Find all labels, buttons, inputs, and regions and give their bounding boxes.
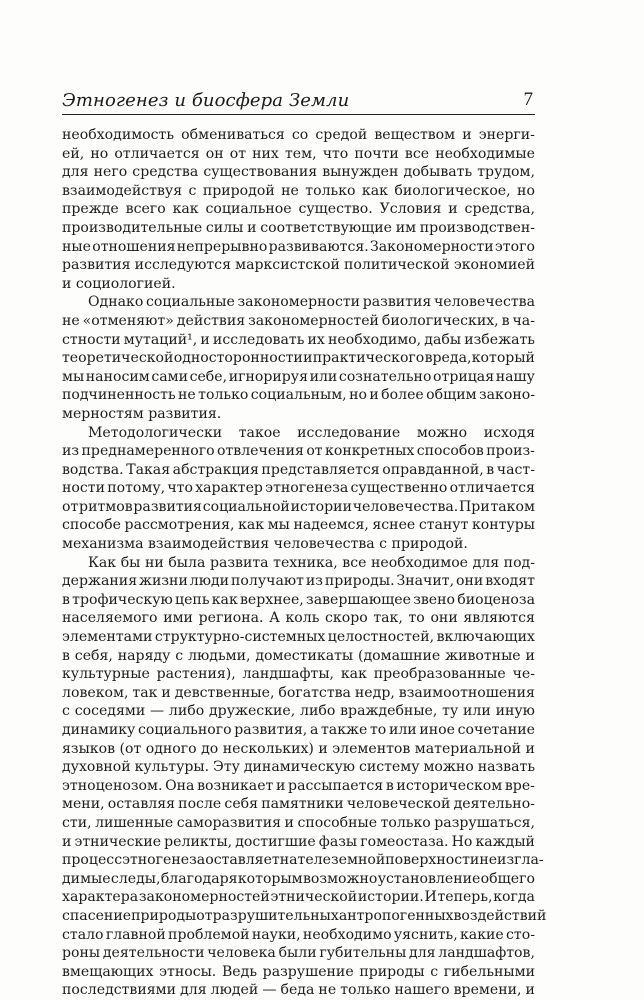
text-line: культурные растения), ландшафты, как преобразованные че-	[62, 666, 535, 683]
text-line: ности потому, что характер этногенеза существенно отличается	[62, 480, 535, 497]
text-line: димые следы, благодаря которым возможно установление общего	[62, 870, 535, 887]
text-line: ей, но отличается он от них тем, что почти все необходимые	[62, 145, 535, 162]
text-line: мы наносим сами себе, игнорируя или сознательно отрицая нашу	[62, 368, 535, 385]
text-line: сти, лишенные саморазвития и способные только разрушаться,	[62, 814, 535, 831]
text-line: ные отношения непрерывно развиваются. Закономерности этого	[62, 238, 535, 255]
text-line: и социологией.	[62, 275, 176, 292]
text-line: спасение природы от разрушительных антропогенных воздействий	[62, 907, 547, 924]
text-line: прежде всего как социальное существо. Условия и средства,	[62, 201, 535, 218]
text-line: для него средства существования вынужден добывать трудом,	[62, 164, 535, 181]
running-header	[62, 88, 535, 115]
text-line: этноценозом. Она возникает и рассыпается в историческом вре-	[62, 777, 535, 794]
text-line: процесс этногенеза оставляет на теле земной поверхности неизгла-	[62, 852, 544, 869]
text-line: ловеком, так и девственные, богатства недр, взаимоотношения	[62, 684, 535, 701]
body-text	[62, 126, 547, 1000]
text-line: развития исследуются марксистской политической экономией	[62, 257, 535, 274]
text-line: роны деятельности человека были губительны для ландшафтов,	[62, 945, 535, 962]
text-line: подчиненность не только социальным, но и более общим законо-	[62, 387, 535, 404]
text-line: языков (от одного до нескольких) и элементов материальной и	[62, 740, 535, 757]
text-line: взаимодействуя с природой не только как биологическое, но	[62, 182, 535, 199]
text-line: Методологически такое исследование можно исходя	[88, 424, 535, 441]
text-line: держания жизни люди получают из природы. Значит, они входят	[62, 573, 535, 590]
text-line: населяемого ими региона. А коль скоро так, то они являются	[62, 610, 535, 627]
text-line: с соседями — либо дружеские, либо враждебные, ту или иную	[62, 703, 535, 720]
text-line: элементами структурно-системных целостностей, включающих	[62, 629, 535, 646]
text-line: вмещающих этносы. Ведь разрушение природы с гибельными	[62, 963, 535, 980]
text-line: мени, оставляя после себя памятники человеческой деятельно-	[62, 796, 535, 813]
text-line: способе рассмотрения, как мы надеемся, яснее станут контуры	[62, 517, 535, 534]
page-number: 7	[523, 89, 533, 110]
text-line: стности мутаций¹, и исследовать их необходимо, дабы избежать	[62, 331, 535, 348]
text-line: от ритмов развития социальной истории человечества. При таком	[62, 498, 535, 515]
text-line: духовной культуры. Эту динамическую систему можно назвать	[62, 759, 535, 776]
text-line: производительные силы и соответствующие им производствен-	[62, 219, 535, 236]
text-line: характера закономерностей этнической истории. И теперь, когда	[62, 889, 535, 906]
text-line: Однако социальные закономерности развития человечества	[88, 294, 535, 311]
text-line: не «отменяют» действия закономерностей биологических, в ча-	[62, 312, 535, 329]
text-line: динамику социального развития, а также то или иное сочетание	[62, 722, 535, 738]
text-line: стало главной проблемой науки, необходимо уяснить, какие сто-	[62, 926, 535, 943]
text-line: последствиями для людей — беда не только нашего времени, и	[62, 982, 535, 999]
text-line: и этнические реликты, достигшие фазы гомеостаза. Но каждый	[62, 833, 535, 850]
text-line: водства. Такая абстракция представляется оправданной, в част-	[62, 461, 535, 478]
text-line: механизма взаимодействия человечества с природой.	[62, 536, 468, 553]
text-line: теоретической односторонности и практического вреда, который	[62, 350, 535, 367]
text-line: мерностям развития.	[62, 405, 222, 422]
running-title: Этногенез и биосфера Земли	[62, 90, 350, 111]
text-line: в трофическую цепь как верхнее, завершающее звено биоценоза	[62, 591, 535, 608]
text-line: в себя, наряду с людьми, доместикаты (домашние животные и	[62, 647, 535, 664]
text-line: Как бы ни была развита техника, все необходимое для под-	[88, 554, 535, 571]
text-line: необходимость обмениваться со средой веществом и энерги-	[62, 127, 535, 143]
text-line: из преднамеренного отвлечения от конкретных способов произ-	[62, 443, 535, 460]
